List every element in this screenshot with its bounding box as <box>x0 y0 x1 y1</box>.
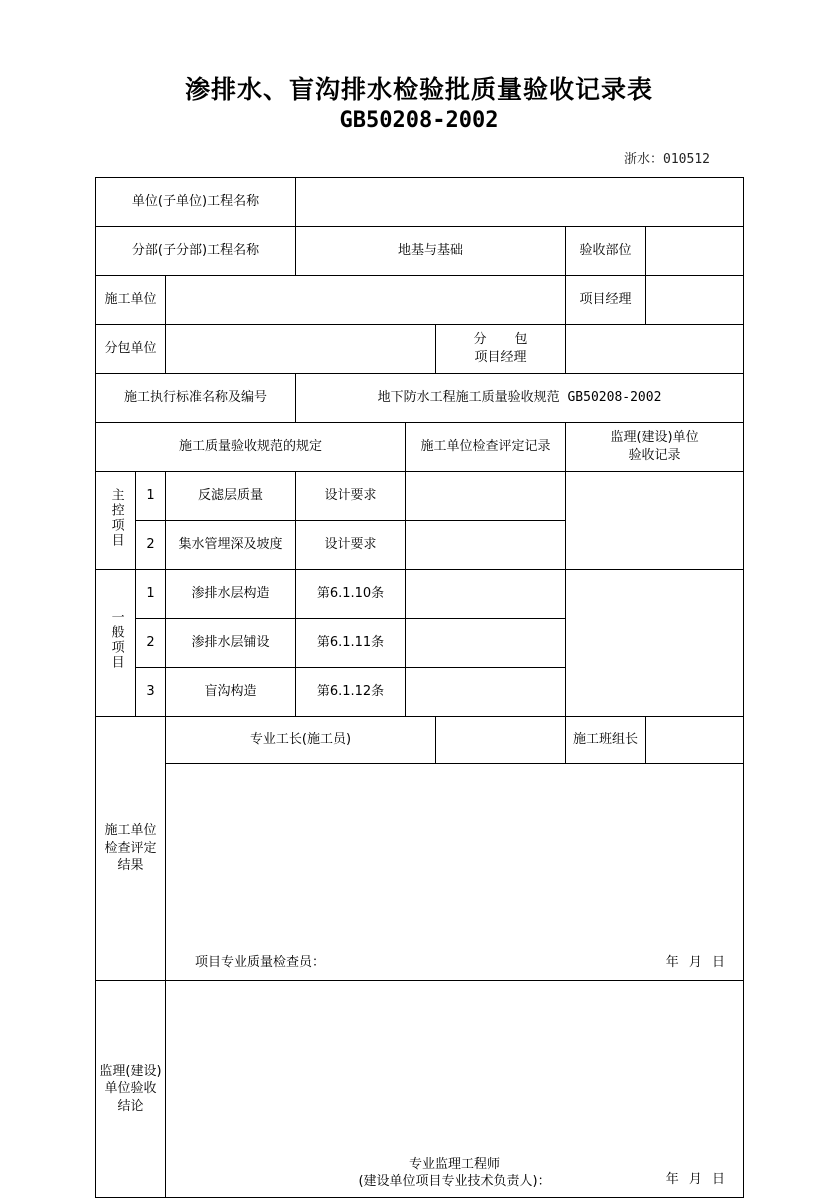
table-row <box>96 324 744 373</box>
table-row <box>96 275 744 324</box>
table-header-row <box>96 422 744 471</box>
standard-label: 施工执行标准名称及编号 <box>96 373 296 422</box>
row-no: 3 <box>136 667 166 716</box>
supervisor-date-label: 年 月 日 <box>665 1172 729 1188</box>
row-contractor-record[interactable] <box>406 618 566 667</box>
table-row <box>96 177 744 226</box>
supervisor-record-header-line2: 验收记录 <box>628 447 681 463</box>
section-label-general: 一般项目 <box>96 569 136 716</box>
table-row <box>96 980 744 1197</box>
subcontractor-value[interactable] <box>166 324 436 373</box>
row-requirement: 设计要求 <box>296 520 406 569</box>
row-requirement: 第6.1.10条 <box>296 569 406 618</box>
title-block <box>0 0 838 136</box>
supervisor-signature-line2: (建设单位项目专业技术负责人)： <box>358 1173 551 1189</box>
row-supervisor-record[interactable] <box>566 569 744 716</box>
row-contractor-record[interactable] <box>406 471 566 520</box>
sub-project-manager-value[interactable] <box>566 324 744 373</box>
row-item: 集水管埋深及坡度 <box>166 520 296 569</box>
project-manager-value[interactable] <box>646 275 744 324</box>
page-title: 渗排水、盲沟排水检验批质量验收记录表 <box>184 75 653 104</box>
supervisor-signature-line1: 专业监理工程师 <box>409 1157 501 1173</box>
supervisor-conclusion-label: 监理(建设)单位验收结论 <box>96 980 166 1197</box>
acceptance-record-table <box>95 177 744 1198</box>
row-no: 2 <box>136 520 166 569</box>
construction-unit-value[interactable] <box>166 275 566 324</box>
unit-project-label: 单位(子单位)工程名称 <box>96 177 296 226</box>
standard-code-title: GB50208-2002 <box>339 108 499 134</box>
sub-project-value[interactable]: 地基与基础 <box>296 226 566 275</box>
supervisor-conclusion-cell[interactable] <box>166 980 744 1197</box>
table-row <box>96 226 744 275</box>
section-label-main-control: 主控项目 <box>96 471 136 569</box>
contractor-record-header: 施工单位检查评定记录 <box>406 422 566 471</box>
spec-provisions-header: 施工质量验收规范的规定 <box>96 422 406 471</box>
team-leader-value[interactable] <box>646 716 744 763</box>
row-item: 渗排水层构造 <box>166 569 296 618</box>
table-row <box>96 716 744 763</box>
row-requirement: 设计要求 <box>296 471 406 520</box>
row-no: 2 <box>136 618 166 667</box>
table-row <box>96 373 744 422</box>
form-code: 浙水：010512 <box>624 151 710 167</box>
row-contractor-record[interactable] <box>406 569 566 618</box>
table-row <box>96 471 744 520</box>
acceptance-part-value[interactable] <box>646 226 744 275</box>
standard-value[interactable]: 地下防水工程施工质量验收规范 GB50208-2002 <box>296 373 744 422</box>
sub-manager-label-3: 项目经理 <box>474 349 527 365</box>
contractor-result-label-cell: 施工单位检查评定结果 <box>96 716 166 980</box>
row-item: 渗排水层铺设 <box>166 618 296 667</box>
table-row <box>96 569 744 618</box>
sub-manager-label-2: 包 <box>514 332 528 348</box>
sub-project-manager-label <box>436 324 566 373</box>
foreman-value[interactable] <box>436 716 566 763</box>
row-item: 反滤层质量 <box>166 471 296 520</box>
row-requirement: 第6.1.11条 <box>296 618 406 667</box>
contractor-result-cell[interactable] <box>166 763 744 980</box>
project-manager-label: 项目经理 <box>566 275 646 324</box>
row-requirement: 第6.1.12条 <box>296 667 406 716</box>
sub-manager-label-1: 分 <box>473 332 487 348</box>
acceptance-part-label: 验收部位 <box>566 226 646 275</box>
unit-project-value[interactable] <box>296 177 744 226</box>
row-item: 盲沟构造 <box>166 667 296 716</box>
row-contractor-record[interactable] <box>406 520 566 569</box>
contractor-date-label: 年 月 日 <box>665 955 729 971</box>
row-no: 1 <box>136 471 166 520</box>
row-contractor-record[interactable] <box>406 667 566 716</box>
sub-project-label: 分部(子分部)工程名称 <box>96 226 296 275</box>
row-supervisor-record[interactable] <box>566 471 744 569</box>
construction-unit-label: 施工单位 <box>96 275 166 324</box>
supervisor-record-header-line1: 监理(建设)单位 <box>610 430 699 446</box>
foreman-label: 专业工长(施工员) <box>166 716 436 763</box>
subcontractor-label: 分包单位 <box>96 324 166 373</box>
supervisor-record-header <box>566 422 744 471</box>
contractor-inspector-label: 项目专业质量检查员： <box>195 955 326 971</box>
table-row <box>96 763 744 980</box>
team-leader-label: 施工班组长 <box>566 716 646 763</box>
row-no: 1 <box>136 569 166 618</box>
